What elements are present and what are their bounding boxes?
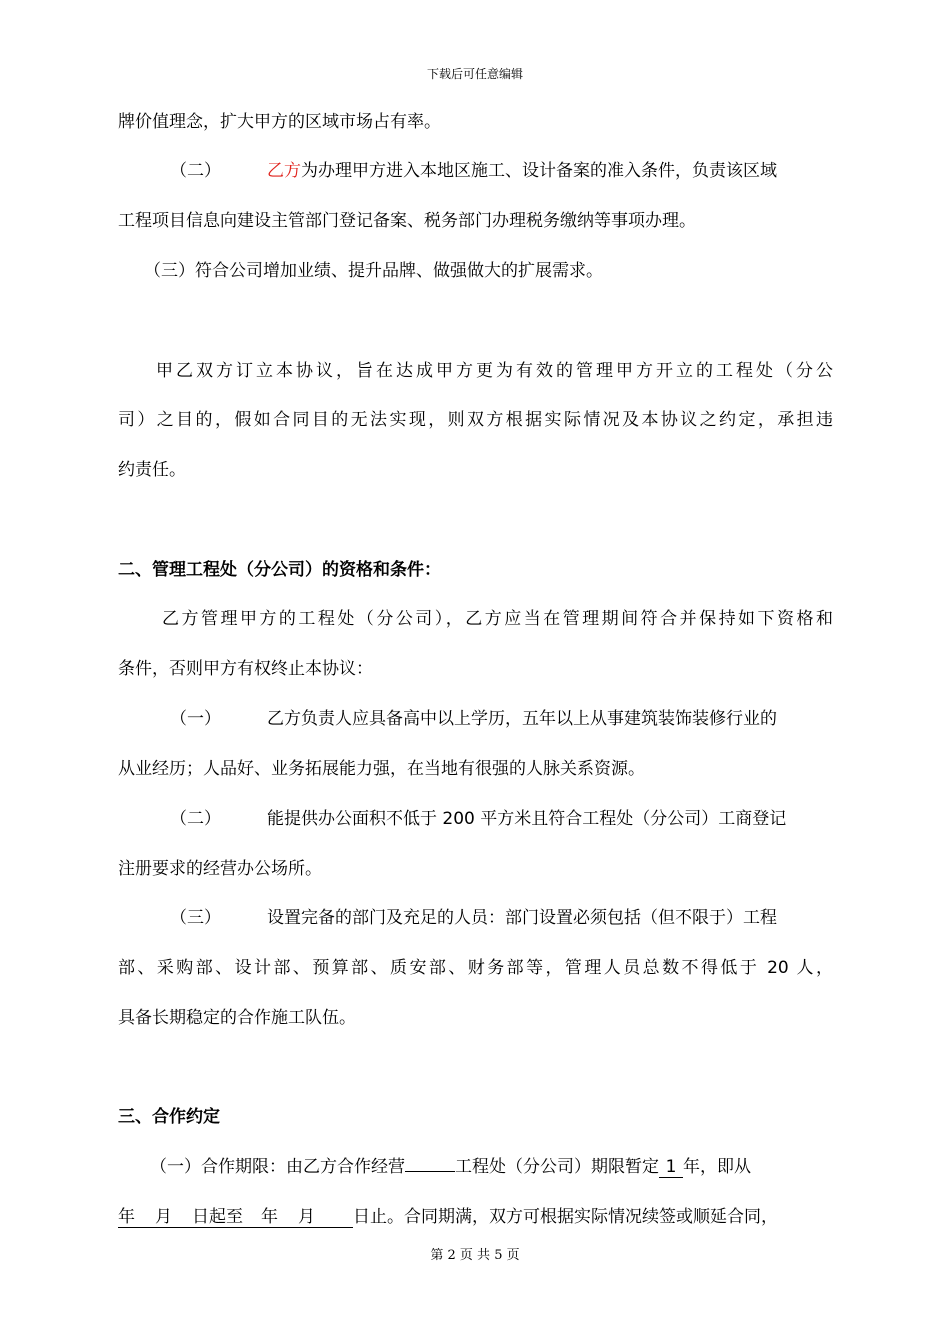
paragraph-line: 部、采购部、设计部、预算部、质安部、财务部等，管理人员总数不得低于 20 人，	[118, 958, 833, 978]
date-range-field: 年 月 日起至 年 月	[118, 1207, 353, 1228]
years-field: 1	[659, 1157, 683, 1178]
list-item	[170, 906, 833, 930]
paragraph-line: 乙方管理甲方的工程处（分公司），乙方应当在管理期间符合并保持如下资格和	[162, 609, 833, 629]
list-item	[150, 1155, 833, 1179]
section-heading: 三、合作约定	[118, 1107, 220, 1127]
list-number: （三）	[170, 908, 221, 928]
paragraph-line: 约责任。	[118, 460, 186, 480]
list-text: 合同期满，双方可根据实际情况续签或顺延合同，	[404, 1207, 778, 1227]
paragraph-line: 从业经历；人品好、业务拓展能力强，在当地有很强的人脉关系资源。	[118, 759, 645, 779]
list-item	[170, 807, 833, 831]
section-heading: 二、管理工程处（分公司）的资格和条件：	[118, 560, 441, 580]
paragraph-line: 具备长期稳定的合作施工队伍。	[118, 1008, 356, 1028]
blank-field	[405, 1171, 455, 1172]
page-footer: 第 2 页 共 5 页	[430, 1248, 520, 1263]
list-text: （一）合作期限：由乙方合作经营	[150, 1157, 405, 1177]
list-text: 年，即从	[683, 1157, 751, 1177]
paragraph-line: 牌价值理念，扩大甲方的区域市场占有率。	[118, 112, 441, 132]
list-item-3: （三）符合公司增加业绩、提升品牌、做强做大的扩展需求。	[144, 261, 603, 281]
list-text: 能提供办公面积不低于 200 平方米且符合工程处（分公司）工商登记	[267, 809, 787, 829]
list-item	[170, 707, 833, 731]
list-text: 工程处（分公司）期限暂定	[455, 1157, 659, 1177]
paragraph-line: 司）之目的，假如合同目的无法实现，则双方根据实际情况及本协议之约定，承担违	[118, 410, 833, 430]
list-text: 乙方负责人应具备高中以上学历，五年以上从事建筑装饰装修行业的	[267, 709, 777, 729]
paragraph-line: 甲乙双方订立本协议，旨在达成甲方更为有效的管理甲方开立的工程处（分公	[156, 361, 833, 381]
page-header: 下载后可任意编辑	[426, 67, 523, 81]
paragraph-line: 条件，否则甲方有权终止本协议：	[118, 659, 373, 679]
paragraph-line: 工程项目信息向建设主管部门登记备案、税务部门办理税务缴纳等事项办理。	[118, 211, 696, 231]
highlighted-party: 乙方	[267, 161, 301, 181]
list-text: 为办理甲方进入本地区施工、设计备案的准入条件，负责该区域	[301, 161, 777, 181]
list-number: （一）	[170, 709, 221, 729]
paragraph-line: 注册要求的经营办公场所。	[118, 859, 322, 879]
list-text: 日止。	[353, 1207, 404, 1227]
list-text: 设置完备的部门及充足的人员：部门设置必须包括（但不限于）工程	[267, 908, 777, 928]
list-number: （二）	[170, 809, 221, 829]
list-item-2	[170, 159, 833, 183]
paragraph-line	[118, 1205, 833, 1229]
list-number: （二）	[170, 161, 221, 181]
